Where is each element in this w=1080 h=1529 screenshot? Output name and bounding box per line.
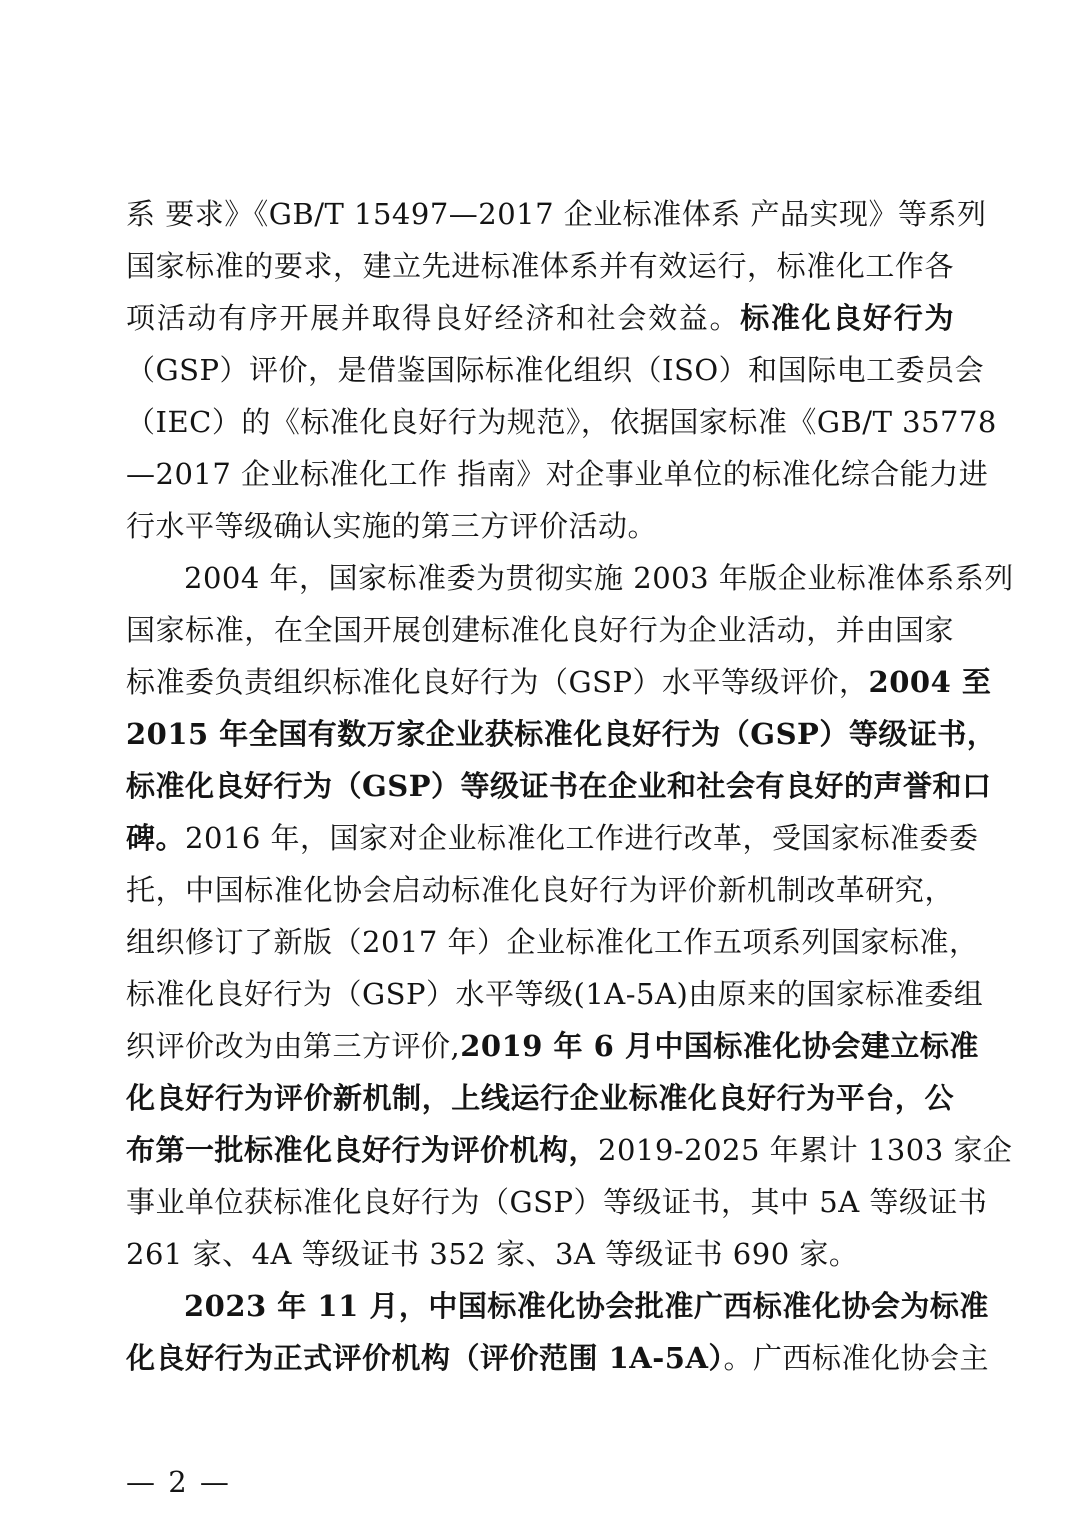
bold-text-span: 布第一批标准化良好行为评价机构， [126,1133,599,1167]
text-line [126,916,979,968]
text-line [126,1020,979,1072]
bold-text-span: 2023 年 11 月，中国标准化协会批准广西标准化协会为标准 [184,1289,989,1323]
text-span: 组织修订了新版（2017 年）企业标准化工作五项系列国家标准， [126,925,979,959]
text-line [126,292,954,344]
text-line [126,396,997,448]
text-line [126,188,987,240]
text-line [126,656,992,708]
bold-text-span: 化良好行为评价新机制，上线运行企业标准化良好行为平台，公 [126,1081,954,1115]
text-line [184,1280,989,1332]
text-span: 标准化良好行为（GSP）水平等级(1A-5A)由原来的国家标准委组 [126,977,984,1011]
text-span: —2017 企业标准化工作 指南》对企事业单位的标准化综合能力进 [126,457,989,491]
text-span: （IEC）的《标准化良好行为规范》，依据国家标准《GB/T 35778 [126,405,997,439]
bold-text-span: 2019 年 6 月中国标准化协会建立标准 [460,1029,979,1063]
bold-text-span: 标准化良好行为（GSP）等级证书在企业和社会有良好的声誉和口 [126,769,992,803]
text-line [184,552,1014,604]
text-line [126,344,985,396]
text-span: 。广西标准化协会主 [723,1341,990,1375]
text-span: 系 要求》《GB/T 15497—2017 企业标准体系 产品实现》等系列 [126,197,987,231]
text-line [126,240,954,292]
text-line [126,604,954,656]
text-line [126,760,992,812]
text-line [126,1072,954,1124]
bold-text-span: 化良好行为正式评价机构（评价范围 1A-5A） [126,1341,724,1375]
text-line [126,448,989,500]
text-span: （GSP）评价，是借鉴国际标准化组织（ISO）和国际电工委员会 [126,353,985,387]
text-span: 2016 年，国家对企业标准化工作进行改革，受国家标准委委 [185,821,979,855]
bold-text-span: 2015 年全国有数万家企业获标准化良好行为（GSP）等级证书， [126,717,997,751]
text-span: 2019-2025 年累计 1303 家企 [598,1133,1013,1167]
text-span: 261 家、4A 等级证书 352 家、3A 等级证书 690 家。 [126,1237,859,1271]
text-span: 国家标准，在全国开展创建标准化良好行为企业活动，并由国家 [126,613,954,647]
bold-text-span: 碑。 [126,821,186,855]
page-number: — 2 — [126,1465,231,1499]
text-line [126,1228,954,1280]
text-line [126,1176,988,1228]
text-span: 项活动有序开展并取得良好经济和社会效益。 [126,301,741,335]
bold-text-span: 2004 至 [868,665,992,699]
text-span: 行水平等级确认实施的第三方评价活动。 [126,509,658,543]
text-line [126,708,997,760]
text-span: 托，中国标准化协会启动标准化良好行为评价新机制改革研究， [126,873,954,907]
text-line [126,500,954,552]
bold-text-span: 标准化良好行为 [740,301,954,335]
text-span: 标准委负责组织标准化良好行为（GSP）水平等级评价， [126,665,869,699]
text-line [126,812,979,864]
text-line [126,968,984,1020]
text-span: 2004 年，国家标准委为贯彻实施 2003 年版企业标准体系系列 [184,561,1014,595]
text-span: 织评价改为由第三方评价, [126,1029,461,1063]
text-line [126,1332,990,1384]
text-span: 国家标准的要求，建立先进标准体系并有效运行，标准化工作各 [126,249,954,283]
text-line [126,864,954,916]
text-span: 事业单位获标准化良好行为（GSP）等级证书，其中 5A 等级证书 [126,1185,988,1219]
text-line [126,1124,1013,1176]
